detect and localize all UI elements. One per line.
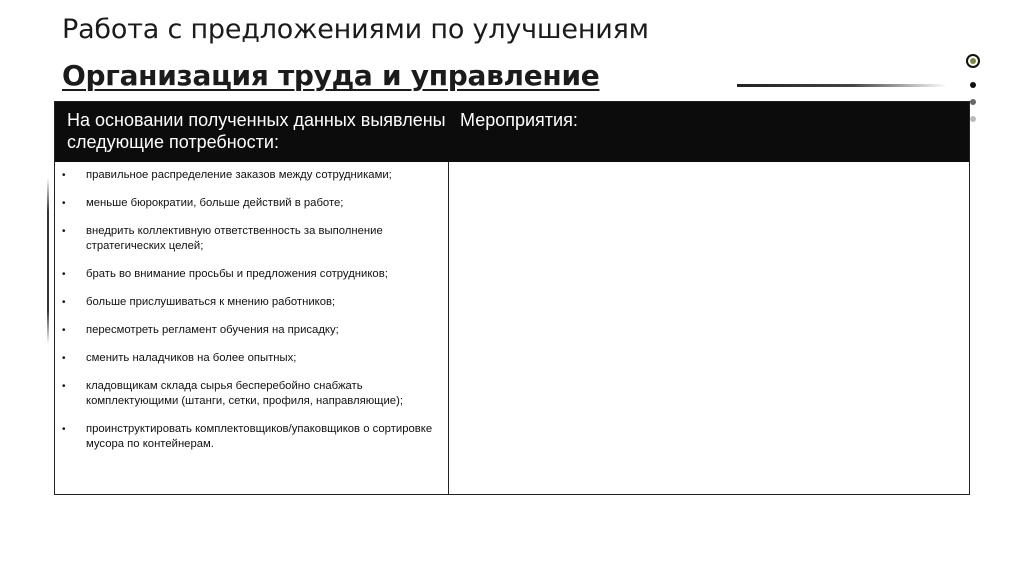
list-item: • больше прислушиваться к мнению работников; bbox=[57, 295, 445, 310]
nav-dot-active[interactable] bbox=[966, 54, 980, 68]
nav-dot[interactable] bbox=[970, 82, 976, 88]
needs-list bbox=[57, 168, 445, 465]
header-needs: На основании полученных данных выявлены следующие потребности: bbox=[67, 110, 446, 152]
slide-title: Работа с предложениями по улучшениям bbox=[62, 14, 649, 45]
table-header bbox=[55, 102, 969, 162]
list-item: • правильное распределение заказов между сотрудниками; bbox=[57, 168, 445, 183]
list-item: • проинструктировать комплектовщиков/упаковщиков о сортировке мусора по контейнерам. bbox=[57, 422, 445, 452]
list-item: • сменить наладчиков на более опытных; bbox=[57, 351, 445, 366]
nav-dot[interactable] bbox=[970, 116, 976, 122]
nav-dot[interactable] bbox=[970, 99, 976, 105]
list-item: • внедрить коллективную ответственность за выполнение стратегических целей; bbox=[57, 224, 445, 254]
decorative-line bbox=[737, 84, 947, 87]
list-item: • кладовщикам склада сырья бесперебойно снабжать комплектующими (штанги, сетки, профиля, направляющие); bbox=[57, 379, 445, 409]
list-item: • пересмотреть регламент обучения на присадку; bbox=[57, 323, 445, 338]
decorative-side-bar bbox=[47, 178, 49, 344]
header-actions: Мероприятия: bbox=[460, 110, 578, 130]
needs-actions-table bbox=[54, 101, 970, 495]
list-item: • брать во внимание просьбы и предложения сотрудников; bbox=[57, 267, 445, 282]
list-item: • меньше бюрократии, больше действий в работе; bbox=[57, 196, 445, 211]
column-divider bbox=[448, 162, 449, 495]
slide-subtitle: Организация труда и управление bbox=[62, 59, 600, 92]
